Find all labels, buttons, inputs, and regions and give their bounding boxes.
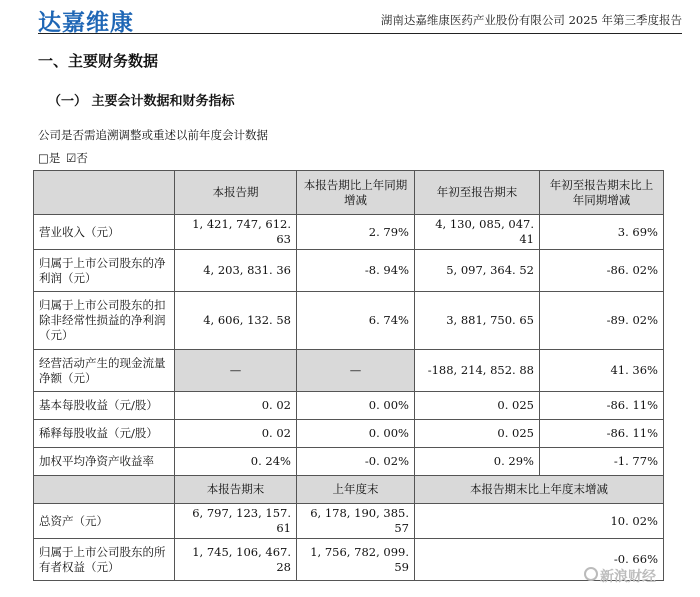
restatement-question: 公司是否需追溯调整或重述以前年度会计数据 [38,128,268,142]
header-cell [34,476,175,504]
header-cell: 本报告期末比上年度末增减 [415,476,664,504]
header-cell: 上年度末 [297,476,415,504]
table-cell: 0. 00% [297,420,415,448]
table-cell: 1, 745, 106, 467. 28 [175,539,297,581]
table-cell: 4, 130, 085, 047. 41 [415,215,540,250]
choice-yes: □是 [38,151,61,165]
table-cell: 6, 797, 123, 157. 61 [175,504,297,539]
table-header-row [34,171,664,215]
row-label: 总资产（元） [34,504,175,539]
table-cell: -1. 77% [540,448,664,476]
financial-data-table [33,170,664,581]
table-row [34,539,664,581]
table-cell: 10. 02% [415,504,664,539]
table-cell: -86. 11% [540,392,664,420]
row-label: 归属于上市公司股东的净利润（元） [34,250,175,292]
header-cell [34,171,175,215]
table-cell: — [297,350,415,392]
company-logo: 达嘉维康 [38,10,134,36]
header-cell: 本报告期比上年同期增减 [297,171,415,215]
row-label: 营业收入（元） [34,215,175,250]
row-label: 基本每股收益（元/股） [34,392,175,420]
table-row [34,292,664,350]
restatement-choice [38,150,90,166]
header-cell: 年初至报告期末比上年同期增减 [540,171,664,215]
table-cell: — [175,350,297,392]
table-cell: 5, 097, 364. 52 [415,250,540,292]
table-cell: 0. 29% [415,448,540,476]
table-cell: -0. 66% [415,539,664,581]
table-cell: -8. 94% [297,250,415,292]
table-cell: -86. 02% [540,250,664,292]
table-cell: 6. 74% [297,292,415,350]
table-row [34,448,664,476]
table-cell: -188, 214, 852. 88 [415,350,540,392]
header-cell: 本报告期末 [175,476,297,504]
table-cell: 0. 025 [415,420,540,448]
table-row [34,250,664,292]
report-header [0,0,700,36]
table-row [34,504,664,539]
table-cell: 3, 881, 750. 65 [415,292,540,350]
report-title: 湖南达嘉维康医药产业股份有限公司 2025 年第三季度报告 [380,13,682,27]
row-label: 归属于上市公司股东的所有者权益（元） [34,539,175,581]
table-cell: 0. 24% [175,448,297,476]
table-cell: 41. 36% [540,350,664,392]
table-cell: 0. 025 [415,392,540,420]
table-cell: -89. 02% [540,292,664,350]
header-cell: 年初至报告期末 [415,171,540,215]
table-cell: -0. 02% [297,448,415,476]
table-cell: 3. 69% [540,215,664,250]
table2-header-row [34,476,664,504]
row-label: 归属于上市公司股东的扣除非经常性损益的净利润（元） [34,292,175,350]
table-cell: 0. 02 [175,392,297,420]
weibo-icon [584,567,598,581]
table-cell: 2. 79% [297,215,415,250]
row-label: 加权平均净资产收益率 [34,448,175,476]
table-cell: 1, 421, 747, 612. 63 [175,215,297,250]
table-row [34,420,664,448]
table-cell: -86. 11% [540,420,664,448]
row-label: 稀释每股收益（元/股） [34,420,175,448]
subsection-heading: （一） 主要会计数据和财务指标 [48,94,235,109]
choice-no: ☑否 [66,151,88,165]
table-cell: 4, 203, 831. 36 [175,250,297,292]
table-cell: 0. 02 [175,420,297,448]
table-cell: 6, 178, 190, 385. 57 [297,504,415,539]
table-row [34,350,664,392]
table-row [34,392,664,420]
watermark: 新浪财经 [600,569,656,585]
table-cell: 0. 00% [297,392,415,420]
table-row [34,215,664,250]
section-heading: 一、主要财务数据 [38,52,159,70]
row-label: 经营活动产生的现金流量净额（元） [34,350,175,392]
table-cell: 1, 756, 782, 099. 59 [297,539,415,581]
table-cell: 4, 606, 132. 58 [175,292,297,350]
header-cell: 本报告期 [175,171,297,215]
header-divider [38,33,682,34]
